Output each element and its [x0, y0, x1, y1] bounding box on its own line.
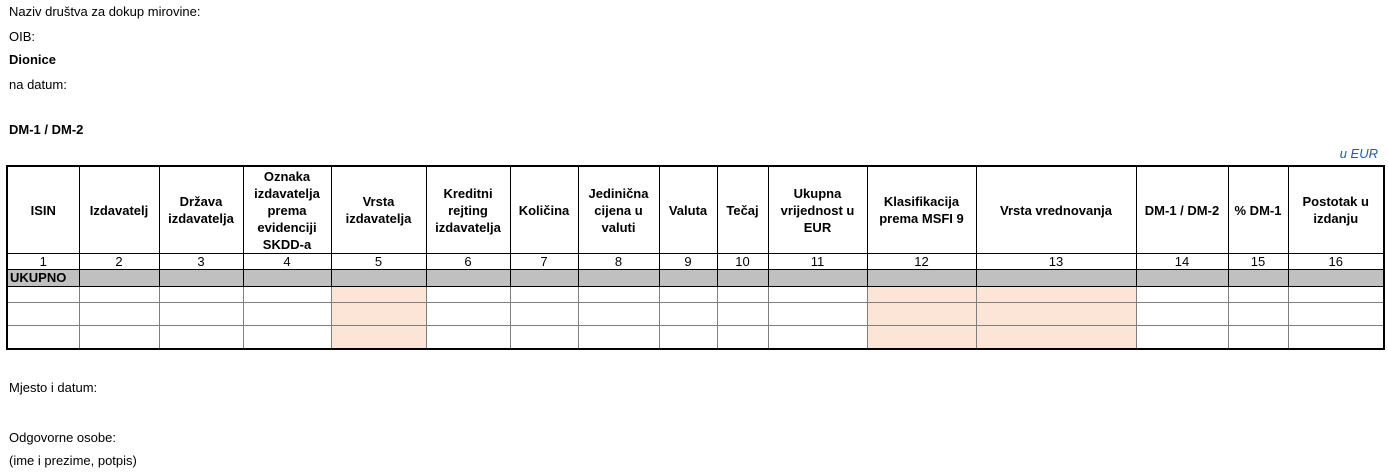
place-date-label: Mjesto i datum: — [9, 380, 98, 395]
col-header-exchange-rate: Tečaj — [717, 166, 768, 254]
input-cell[interactable] — [976, 303, 1136, 326]
table-cell[interactable] — [79, 287, 159, 303]
table-cell[interactable] — [717, 326, 768, 350]
table-cell[interactable] — [79, 326, 159, 350]
column-number: 6 — [426, 254, 510, 270]
total-cell[interactable] — [243, 270, 331, 287]
table-row — [7, 326, 1384, 350]
table-cell[interactable] — [1288, 303, 1384, 326]
col-header-issue-share: Postotak u izdanju — [1288, 166, 1384, 254]
input-cell[interactable] — [867, 287, 976, 303]
table-cell[interactable] — [1136, 287, 1228, 303]
input-cell[interactable] — [331, 287, 426, 303]
col-header-percent-dm1: % DM-1 — [1228, 166, 1288, 254]
col-header-total-value: Ukupna vrijednost u EUR — [768, 166, 867, 254]
table-cell[interactable] — [159, 287, 243, 303]
total-cell[interactable] — [1228, 270, 1288, 287]
total-cell[interactable] — [159, 270, 243, 287]
table-cell[interactable] — [1228, 326, 1288, 350]
col-header-issuer-type: Vrsta izdavatelja — [331, 166, 426, 254]
col-header-isin: ISIN — [7, 166, 79, 254]
column-number: 2 — [79, 254, 159, 270]
table-cell[interactable] — [79, 303, 159, 326]
table-cell[interactable] — [578, 287, 659, 303]
table-cell[interactable] — [7, 303, 79, 326]
table-cell[interactable] — [243, 326, 331, 350]
table-cell[interactable] — [659, 287, 717, 303]
col-header-unit-price: Jedinična cijena u valuti — [578, 166, 659, 254]
table-cell[interactable] — [578, 303, 659, 326]
table-cell[interactable] — [1288, 326, 1384, 350]
table-cell[interactable] — [7, 326, 79, 350]
table-cell[interactable] — [426, 287, 510, 303]
table-cell[interactable] — [768, 287, 867, 303]
column-number: 7 — [510, 254, 578, 270]
total-cell[interactable] — [768, 270, 867, 287]
table-cell[interactable] — [243, 303, 331, 326]
column-number: 5 — [331, 254, 426, 270]
column-number-row — [7, 254, 1384, 270]
column-number: 9 — [659, 254, 717, 270]
table-row — [7, 303, 1384, 326]
table-cell[interactable] — [578, 326, 659, 350]
table-cell[interactable] — [159, 326, 243, 350]
table-cell[interactable] — [426, 326, 510, 350]
table-cell[interactable] — [243, 287, 331, 303]
report-code: DM-1 / DM-2 — [9, 122, 84, 137]
column-number: 14 — [1136, 254, 1228, 270]
total-cell[interactable] — [976, 270, 1136, 287]
total-row — [7, 270, 1384, 287]
table-cell[interactable] — [1228, 303, 1288, 326]
total-cell[interactable] — [659, 270, 717, 287]
total-cell[interactable] — [717, 270, 768, 287]
table-cell[interactable] — [1136, 303, 1228, 326]
table-cell[interactable] — [1288, 287, 1384, 303]
input-cell[interactable] — [331, 326, 426, 350]
column-number: 8 — [578, 254, 659, 270]
col-header-dm: DM-1 / DM-2 — [1136, 166, 1228, 254]
col-header-valuation-type: Vrsta vrednovanja — [976, 166, 1136, 254]
total-cell[interactable] — [510, 270, 578, 287]
total-cell[interactable] — [79, 270, 159, 287]
table-cell[interactable] — [426, 303, 510, 326]
table-cell[interactable] — [717, 303, 768, 326]
col-header-skdd-code: Oznaka izdavatelja prema evidenciji SKDD-a — [243, 166, 331, 254]
total-cell[interactable] — [867, 270, 976, 287]
table-row — [7, 287, 1384, 303]
column-number: 12 — [867, 254, 976, 270]
input-cell[interactable] — [867, 303, 976, 326]
input-cell[interactable] — [976, 326, 1136, 350]
holdings-table — [6, 165, 1385, 350]
column-number: 13 — [976, 254, 1136, 270]
table-cell[interactable] — [1228, 287, 1288, 303]
col-header-issuer-country: Država izdavatelja — [159, 166, 243, 254]
total-cell[interactable] — [331, 270, 426, 287]
total-cell[interactable] — [1136, 270, 1228, 287]
table-cell[interactable] — [768, 303, 867, 326]
col-header-issuer: Izdavatelj — [79, 166, 159, 254]
total-label: UKUPNO — [7, 270, 79, 287]
total-cell[interactable] — [426, 270, 510, 287]
column-number: 3 — [159, 254, 243, 270]
input-cell[interactable] — [331, 303, 426, 326]
input-cell[interactable] — [867, 326, 976, 350]
oib-label: OIB: — [9, 29, 36, 44]
signature-hint: (ime i prezime, potpis) — [9, 453, 137, 468]
col-header-credit-rating: Kreditni rejting izdavatelja — [426, 166, 510, 254]
col-header-currency: Valuta — [659, 166, 717, 254]
col-header-ifrs9-classification: Klasifikacija prema MSFI 9 — [867, 166, 976, 254]
table-cell[interactable] — [7, 287, 79, 303]
table-cell[interactable] — [659, 326, 717, 350]
column-number: 1 — [7, 254, 79, 270]
table-cell[interactable] — [1136, 326, 1228, 350]
section-title: Dionice — [9, 52, 56, 67]
total-cell[interactable] — [1288, 270, 1384, 287]
column-number: 4 — [243, 254, 331, 270]
table-cell[interactable] — [510, 326, 578, 350]
date-label: na datum: — [9, 77, 67, 92]
responsible-persons-label: Odgovorne osobe: — [9, 430, 116, 445]
table-cell[interactable] — [768, 326, 867, 350]
table-cell[interactable] — [510, 287, 578, 303]
column-number: 16 — [1288, 254, 1384, 270]
header-row — [7, 166, 1384, 254]
table-cell[interactable] — [717, 287, 768, 303]
table-cell[interactable] — [659, 303, 717, 326]
table-cell[interactable] — [510, 303, 578, 326]
column-number: 10 — [717, 254, 768, 270]
col-header-quantity: Količina — [510, 166, 578, 254]
input-cell[interactable] — [976, 287, 1136, 303]
column-number: 11 — [768, 254, 867, 270]
table-cell[interactable] — [159, 303, 243, 326]
total-cell[interactable] — [578, 270, 659, 287]
fund-name-label: Naziv društva za dokup mirovine: — [9, 4, 201, 19]
column-number: 15 — [1228, 254, 1288, 270]
currency-note: u EUR — [1339, 146, 1378, 161]
